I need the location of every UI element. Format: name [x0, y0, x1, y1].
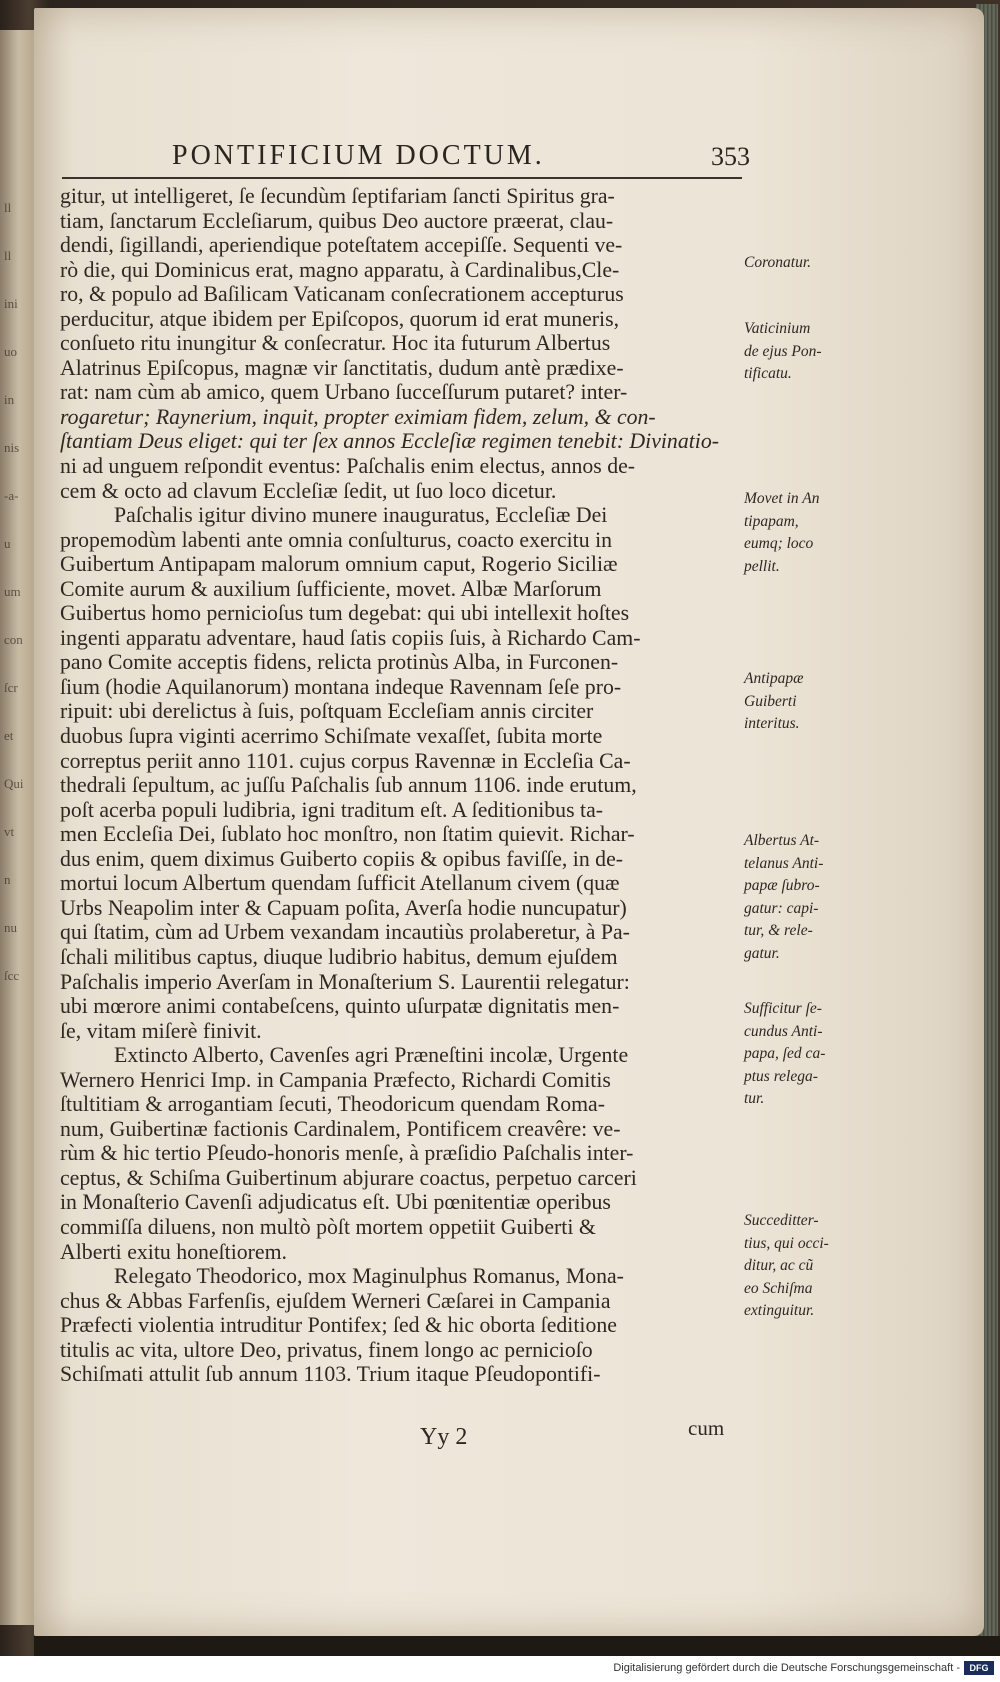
text-line: chus & Abbas Farfenſis, ejuſdem Werneri Cæſarei in Campania	[60, 1288, 611, 1313]
text-line: ingenti apparatu adventare, haud ſatis copiis ſuis, à Richardo Cam-	[60, 625, 641, 650]
marginal-note	[744, 830, 823, 965]
marginal-note-line: gatur: capi-	[744, 899, 819, 917]
text-line: Paſchalis imperio Averſam in Monaſterium S. Laurentii relegatur:	[60, 969, 630, 994]
edge-letter: uo	[4, 344, 17, 359]
edge-letter: ini	[4, 296, 18, 311]
body-text	[60, 184, 742, 1387]
page-bottom-shadow	[34, 1636, 1000, 1656]
marginal-note-line: tipapam,	[744, 512, 799, 530]
marginal-note-line: Coronatur.	[744, 254, 812, 271]
text-line: Alberti exitu honeſtiorem.	[60, 1239, 287, 1264]
edge-letter: ſcr	[4, 680, 18, 695]
text-line: propemodùm labenti ante omnia conſulturus, coacto exercitu in	[60, 527, 613, 552]
text-line: qui ſtatim, cùm ad Urbem vexandam incautiùs prolaberetur, à Pa-	[60, 920, 630, 945]
text-line: rùm & hic tertio Pſeudo-honoris menſe, à præſidio Paſchalis inter-	[60, 1141, 634, 1166]
marginal-note-line: tur, & rele-	[744, 922, 813, 939]
text-line: duobus ſupra viginti acerrimo Schiſmate vexaſſet, ſubita morte	[60, 724, 603, 749]
signature-mark: Yy 2	[420, 1424, 468, 1450]
text-line: Guibertus homo pernicioſus tum degebat: qui ubi intellexit hoſtes	[60, 601, 630, 626]
running-header	[64, 140, 750, 180]
text-line: rat: nam cùm ab amico, quem Urbano ſucceſſurum putaret? inter-	[60, 380, 628, 405]
marginal-note-line: tificatu.	[744, 365, 792, 382]
edge-letter: nis	[4, 440, 20, 455]
text-line: conſueto ritu inungitur & conſecratur. Hoc ita futurum Albertus	[60, 331, 611, 356]
text-line: Relegato Theodorico, mox Maginulphus Romanus, Mona-	[114, 1264, 624, 1289]
text-line: mortui locum Albertum quendam ſufficit Atellanum civem (quæ	[60, 871, 620, 896]
marginal-note-line: eumq; loco	[744, 535, 814, 552]
marginal-note-line: papæ ſubro-	[744, 877, 820, 894]
text-line: ubi mœrore animi contabeſcens, quinto uſurpatæ dignitatis men-	[60, 994, 620, 1019]
text-line: ſe, vitam miſerè finivit.	[60, 1018, 262, 1043]
marginal-note-line: ditur, ac cũ	[744, 1257, 814, 1274]
edge-letter: et	[4, 728, 14, 743]
text-line: ſtantiam Deus eliget: qui ter ſex annos Eccleſiæ regimen tenebit: Divinatio-	[60, 429, 719, 454]
text-line: Præfecti violentia intruditur Pontifex; ſed & hic oborta ſeditione	[60, 1313, 617, 1338]
page-number: 353	[711, 142, 750, 171]
text-line: gitur, ut intelligeret, ſe ſecundùm ſeptifariam ſancti Spiritus gra-	[60, 184, 615, 208]
edge-letter: ll	[4, 248, 12, 263]
text-line: ſchali militibus captus, diuque ludibrio habitus, demum ejuſdem	[60, 944, 618, 969]
marginal-note	[744, 1210, 829, 1323]
text-line: ſium (hodie Aquilanorum) montana indeque Ravennam ſeſe pro-	[60, 674, 622, 699]
text-line: Urbs Neapolim inter & Capuam poſita, Averſa hodie nuncupatur)	[60, 895, 627, 920]
text-line: num, Guibertinæ factionis Cardinalem, Pontificem creavêre: ve-	[60, 1116, 621, 1141]
text-line: Guibertum Antipapam malorum omnium caput, Rogerio Siciliæ	[60, 552, 618, 577]
text-line: poſt acerba populi ludibria, igni traditum eſt. A ſeditionibus ta-	[60, 797, 604, 822]
marginal-note-line: Vaticinium	[744, 320, 811, 337]
text-line: Extincto Alberto, Cavenſes agri Præneſtini incolæ, Urgente	[114, 1043, 629, 1068]
text-line: dus enim, quem diximus Guiberto copiis & opibus faviſſe, in de-	[60, 846, 624, 871]
text-line: ni ad unguem reſpondit eventus: Paſchalis enim electus, annos de-	[60, 454, 636, 479]
marginal-note-line: Succeditter-	[744, 1212, 819, 1229]
marginal-note-line: Albertus At-	[744, 832, 820, 849]
edge-letter: n	[4, 872, 11, 887]
text-line: thedrali ſepultum, ac juſſu Paſchalis ſub annum 1106. inde erutum,	[60, 773, 637, 798]
marginal-note	[744, 252, 811, 275]
catchword: cum	[688, 1416, 725, 1440]
marginal-note-line: papa, ſed ca-	[744, 1045, 826, 1062]
marginal-note-line: gatur.	[744, 944, 780, 962]
digitization-credit: Digitalisierung gefördert durch die Deutsche Forschungsgemeinschaft -	[613, 1662, 960, 1674]
marginal-note-line: de ejus Pon-	[744, 342, 822, 360]
marginal-note-line: Sufficitur ſe-	[744, 1000, 822, 1017]
edge-letter: -a-	[4, 488, 19, 503]
marginal-note	[744, 488, 819, 578]
edge-letters	[4, 30, 32, 1625]
text-line: ceptus, & Schiſma Guibertinum abjurare coactus, perpetuo carceri	[60, 1165, 637, 1190]
marginal-note-line: pellit.	[744, 557, 780, 575]
edge-letter: vt	[4, 824, 15, 839]
text-line: pano Comite acceptis fidens, relicta protinùs Alba, in Furconen-	[60, 650, 619, 675]
marginal-note	[744, 998, 825, 1111]
marginal-note-line: interitus.	[744, 715, 800, 732]
text-line: correptus periit anno 1101. cujus corpus Ravennæ in Eccleſia Ca-	[60, 748, 631, 773]
text-line: dendi, ſigillandi, aperiendique poteſtatem accepiſſe. Sequenti ve-	[60, 233, 623, 258]
marginal-note-line: Movet in An	[744, 490, 820, 507]
marginal-note-line: telanus Anti-	[744, 854, 824, 872]
marginal-note	[744, 318, 821, 386]
text-line: Paſchalis igitur divino munere inauguratus, Eccleſiæ Dei	[114, 503, 608, 528]
text-line: men Eccleſia Dei, ſublato hoc monſtro, non ſtatim quievit. Richar-	[60, 822, 635, 847]
header-title: PONTIFICIUM DOCTUM.	[172, 140, 545, 171]
edge-letter: Qui	[4, 776, 24, 791]
marginal-note-line: extinguitur.	[744, 1302, 815, 1319]
marginal-note-line: tur.	[744, 1090, 765, 1107]
text-line: ſtultitiam & arrogantiam ſecuti, Theodoricum quendam Roma-	[60, 1092, 605, 1117]
edge-letter: um	[4, 584, 21, 599]
text-line: rò die, qui Dominicus erat, magno apparatu, à Cardinalibus,Cle-	[60, 257, 620, 282]
marginal-note-line: Guiberti	[744, 692, 797, 710]
marginal-note-line: tius, qui occi-	[744, 1234, 829, 1252]
text-line: Comite aurum & auxilium ſufficiente, movet. Albæ Marſorum	[60, 576, 602, 601]
text-line: Schiſmati attulit ſub annum 1103. Trium itaque Pſeudopontifi-	[60, 1362, 601, 1387]
marginal-note	[744, 668, 803, 736]
marginal-note-line: cundus Anti-	[744, 1022, 823, 1040]
marginal-note-line: eo Schiſma	[744, 1279, 813, 1297]
text-line: tiam, ſanctarum Eccleſiarum, quibus Deo auctore præerat, clau-	[60, 208, 614, 233]
digitization-footer	[0, 1656, 1000, 1682]
text-line: perducitur, atque ibidem per Epiſcopos, quorum id erat muneris,	[60, 306, 620, 331]
text-line: Alatrinus Epiſcopus, magnæ vir ſanctitatis, dudum antè prædixe-	[60, 355, 624, 380]
text-line: rogaretur; Raynerium, inquit, propter eximiam fidem, zelum, & con-	[60, 404, 656, 429]
edge-letter: ſcc	[4, 968, 20, 983]
edge-letter: ll	[4, 200, 12, 215]
text-line: commiſſa diluens, non multò pòſt mortem oppetiit Guiberti &	[60, 1214, 596, 1239]
previous-page-edge	[0, 30, 35, 1625]
text-line: ro, & populo ad Baſilicam Vaticanam conſecrationem accepturus	[60, 282, 624, 307]
edge-letter: u	[4, 536, 11, 551]
text-line: ripuit: ubi derelictus à ſuis, poſtquam Eccleſiam annis circiter	[60, 699, 594, 724]
text-line: cem & octo ad clavum Eccleſiæ ſedit, ut ſuo loco dicetur.	[60, 478, 557, 503]
edge-letter: in	[4, 392, 15, 407]
text-line: in Monaſterio Cavenſi adjudicatus eſt. Ubi pœnitentiæ operibus	[60, 1190, 611, 1215]
dfg-logo: DFG	[964, 1661, 994, 1675]
text-line: titulis ac vita, ultore Deo, privatus, finem longo ac pernicioſo	[60, 1337, 593, 1362]
text-line: Wernero Henrici Imp. in Campania Præfecto, Richardi Comitis	[60, 1067, 611, 1092]
marginal-note-line: ptus relega-	[744, 1067, 818, 1085]
header-rule	[62, 177, 742, 179]
edge-letter: con	[4, 632, 23, 647]
marginal-note-line: Antipapæ	[744, 670, 804, 687]
edge-letter: nu	[4, 920, 17, 935]
